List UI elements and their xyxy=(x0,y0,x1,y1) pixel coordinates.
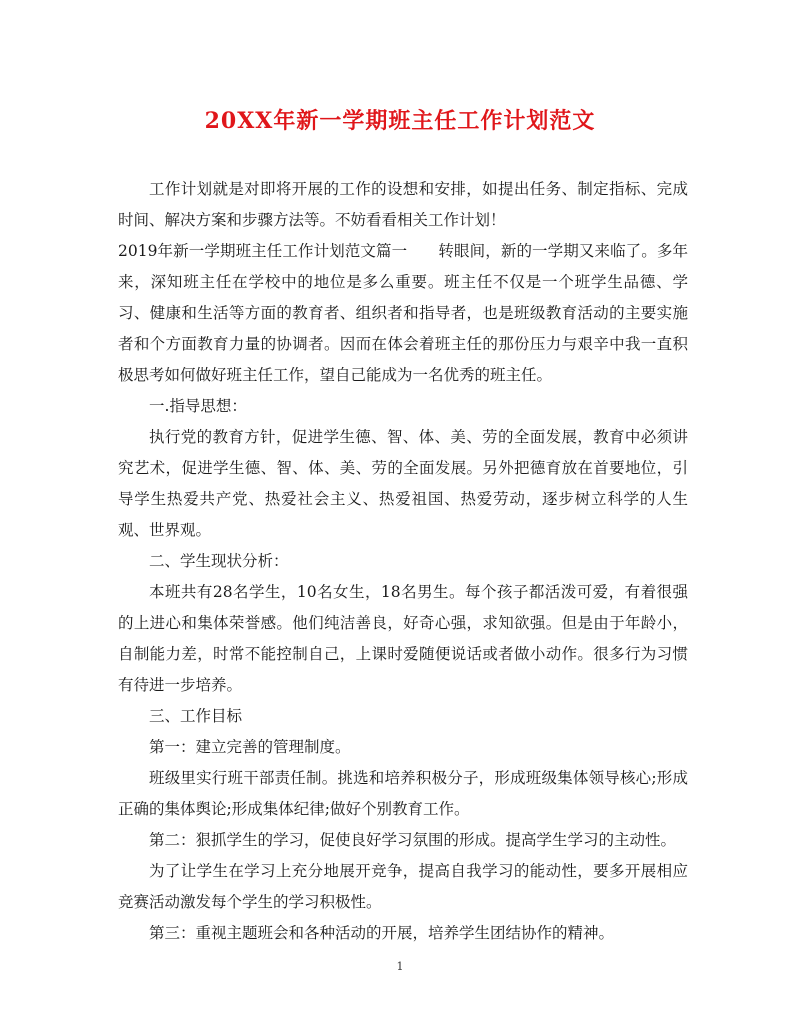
document-body xyxy=(118,174,688,949)
heading-guiding-thought: 一.指导思想： xyxy=(149,397,247,415)
intro-paragraph: 工作计划就是对即将开展的工作的设想和安排，如提出任务、制定指标、完成时间、解决方案和步骤方法等。不妨看看相关工作计划！ xyxy=(118,180,688,229)
heading-student-analysis: 二、学生现状分析： xyxy=(149,552,289,570)
goal-three-heading: 第三：重视主题班会和各种活动的开展，培养学生团结协作的精神。 xyxy=(149,924,615,942)
goal-two-paragraph: 为了让学生在学习上充分地展开竞争，提高自我学习的能动性，要多开展相应竞赛活动激发每个学生的学习积极性。 xyxy=(118,862,688,911)
guiding-thought-paragraph: 执行党的教育方针，促进学生德、智、体、美、劳的全面发展，教育中必须讲究艺术，促进学生德、智、体、美、劳的全面发展。另外把德育放在首要地位，引导学生热爱共产党、热爱社会主义、热爱祖国、热爱劳动，逐步树立科学的人生观、世界观。 xyxy=(118,428,688,539)
page-number: 1 xyxy=(396,960,404,973)
student-analysis-paragraph: 本班共有28名学生，10名女生，18名男生。每个孩子都活泼可爱，有着很强的上进心和集体荣誉感。他们纯洁善良，好奇心强，求知欲强。但是由于年龄小，自制能力差，时常不能控制自己，上课时爱随便说话或者做小动作。很多行为习惯有待进一步培养。 xyxy=(118,583,688,694)
goal-one-heading: 第一：建立完善的管理制度。 xyxy=(149,738,351,756)
goal-one-paragraph: 班级里实行班干部责任制。挑选和培养积极分子，形成班级集体领导核心;形成正确的集体舆论;形成集体纪律;做好个别教育工作。 xyxy=(118,769,688,818)
section-opening-paragraph: 2019年新一学期班主任工作计划范文篇一 转眼间，新的一学期又来临了。多年来，深知班主任在学校中的地位是多么重要。班主任不仅是一个班学生品德、学习、健康和生活等方面的教育者、组织者和指导者，也是班级教育活动的主要实施者和个方面教育力量的协调者。因而在体会着班主任的那份压力与艰辛中我一直积极思考如何做好班主任工作，望自己能成为一名优秀的班主任。 xyxy=(118,242,688,384)
goal-two-heading: 第二：狠抓学生的学习，促使良好学习氛围的形成。提高学生学习的主动性。 xyxy=(149,831,677,849)
heading-work-goals: 三、工作目标 xyxy=(149,707,243,725)
document-title: 20XX年新一学期班主任工作计划范文 xyxy=(204,108,596,134)
